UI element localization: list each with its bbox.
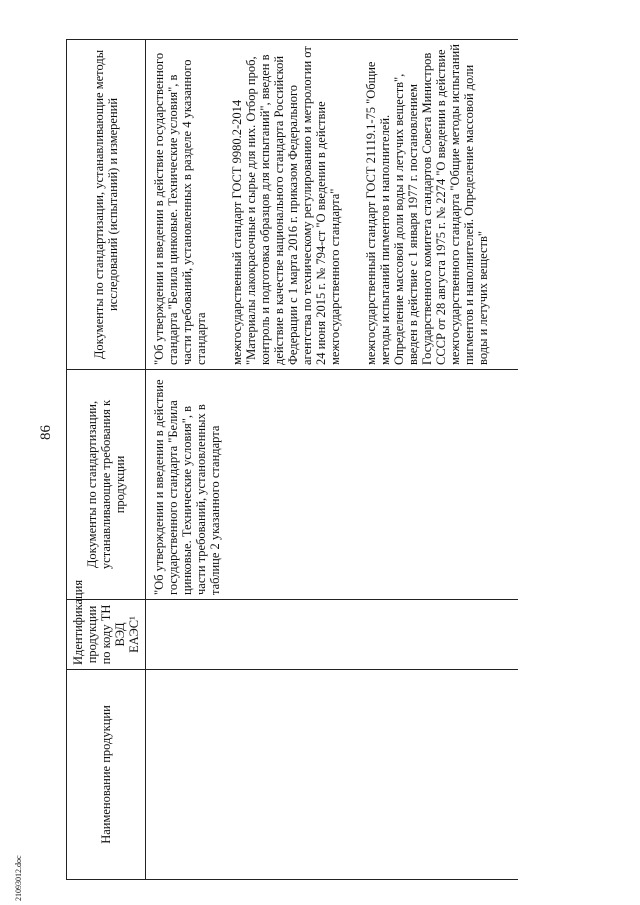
test-method-text-1: "Об утверждении и введении в действие государственного стандарта "Белила цинковые. Технические условия", в части требований, установленных в разделе 4 указанного стандарта bbox=[152, 52, 208, 365]
table-row bbox=[146, 40, 519, 880]
test-method-block-1 bbox=[152, 44, 208, 365]
cell-tn-ved-code bbox=[146, 600, 519, 670]
header-test-methods-docs: Документы по стандартизации, устанавливающие методы исследований (испытаний) и измерений bbox=[67, 40, 146, 370]
header-tn-ved-code: Идентификация продукции по коду ТН ВЭД ЕАЭС¹ bbox=[67, 600, 146, 670]
cell-requirements bbox=[146, 370, 519, 600]
rotated-table-container bbox=[66, 40, 626, 880]
test-method-block-3 bbox=[364, 44, 490, 365]
table-header-row bbox=[67, 40, 146, 880]
header-product-name: Наименование продукции bbox=[67, 670, 146, 880]
cell-product-name bbox=[146, 670, 519, 880]
requirements-text: "Об утверждении и введении в действие государственного стандарта "Белила цинковые. Технические условия", в части требований, установленных в таблице 2 указанного стандарта bbox=[152, 379, 222, 595]
header-product-requirements-docs: Документы по стандартизации, устанавливающие требования к продукции bbox=[67, 370, 146, 600]
standards-table bbox=[66, 39, 518, 880]
test-method-block-2 bbox=[230, 44, 342, 365]
cell-test-methods bbox=[146, 40, 519, 370]
test-method-text-2: межгосударственный стандарт ГОСТ 9980.2-2014 "Материалы лакокрасочные и сырье для них. Отбор проб, контроль и подготовка образцов для испытаний", введен в действие в качестве национального стандарта Российской Федерации с 1 марта 2016 г. приказом Федерального агентства по техническому регулированию и метрологии от 24 июня 2015 г. № 794-ст "О введении в действие межгосударственного стандарта" bbox=[230, 46, 342, 365]
page-number: 86 bbox=[38, 425, 54, 440]
test-method-text-3: межгосударственный стандарт ГОСТ 21119.1-75 "Общие методы испытаний пигментов и наполнителей. Определение массовой доли воды и летучих веществ", введен в действие с 1 января 1977 г. постановлением Государственного комитета стандартов Совета Министров СССР от 28 августа 1975 г. № 2274 "О введении в действие межгосударственного стандарта "Общие методы испытаний пигментов и наполнителей. Определение массовой доли воды и летучих веществ" bbox=[364, 44, 490, 365]
document-filename: 21093012.doc bbox=[14, 855, 23, 901]
